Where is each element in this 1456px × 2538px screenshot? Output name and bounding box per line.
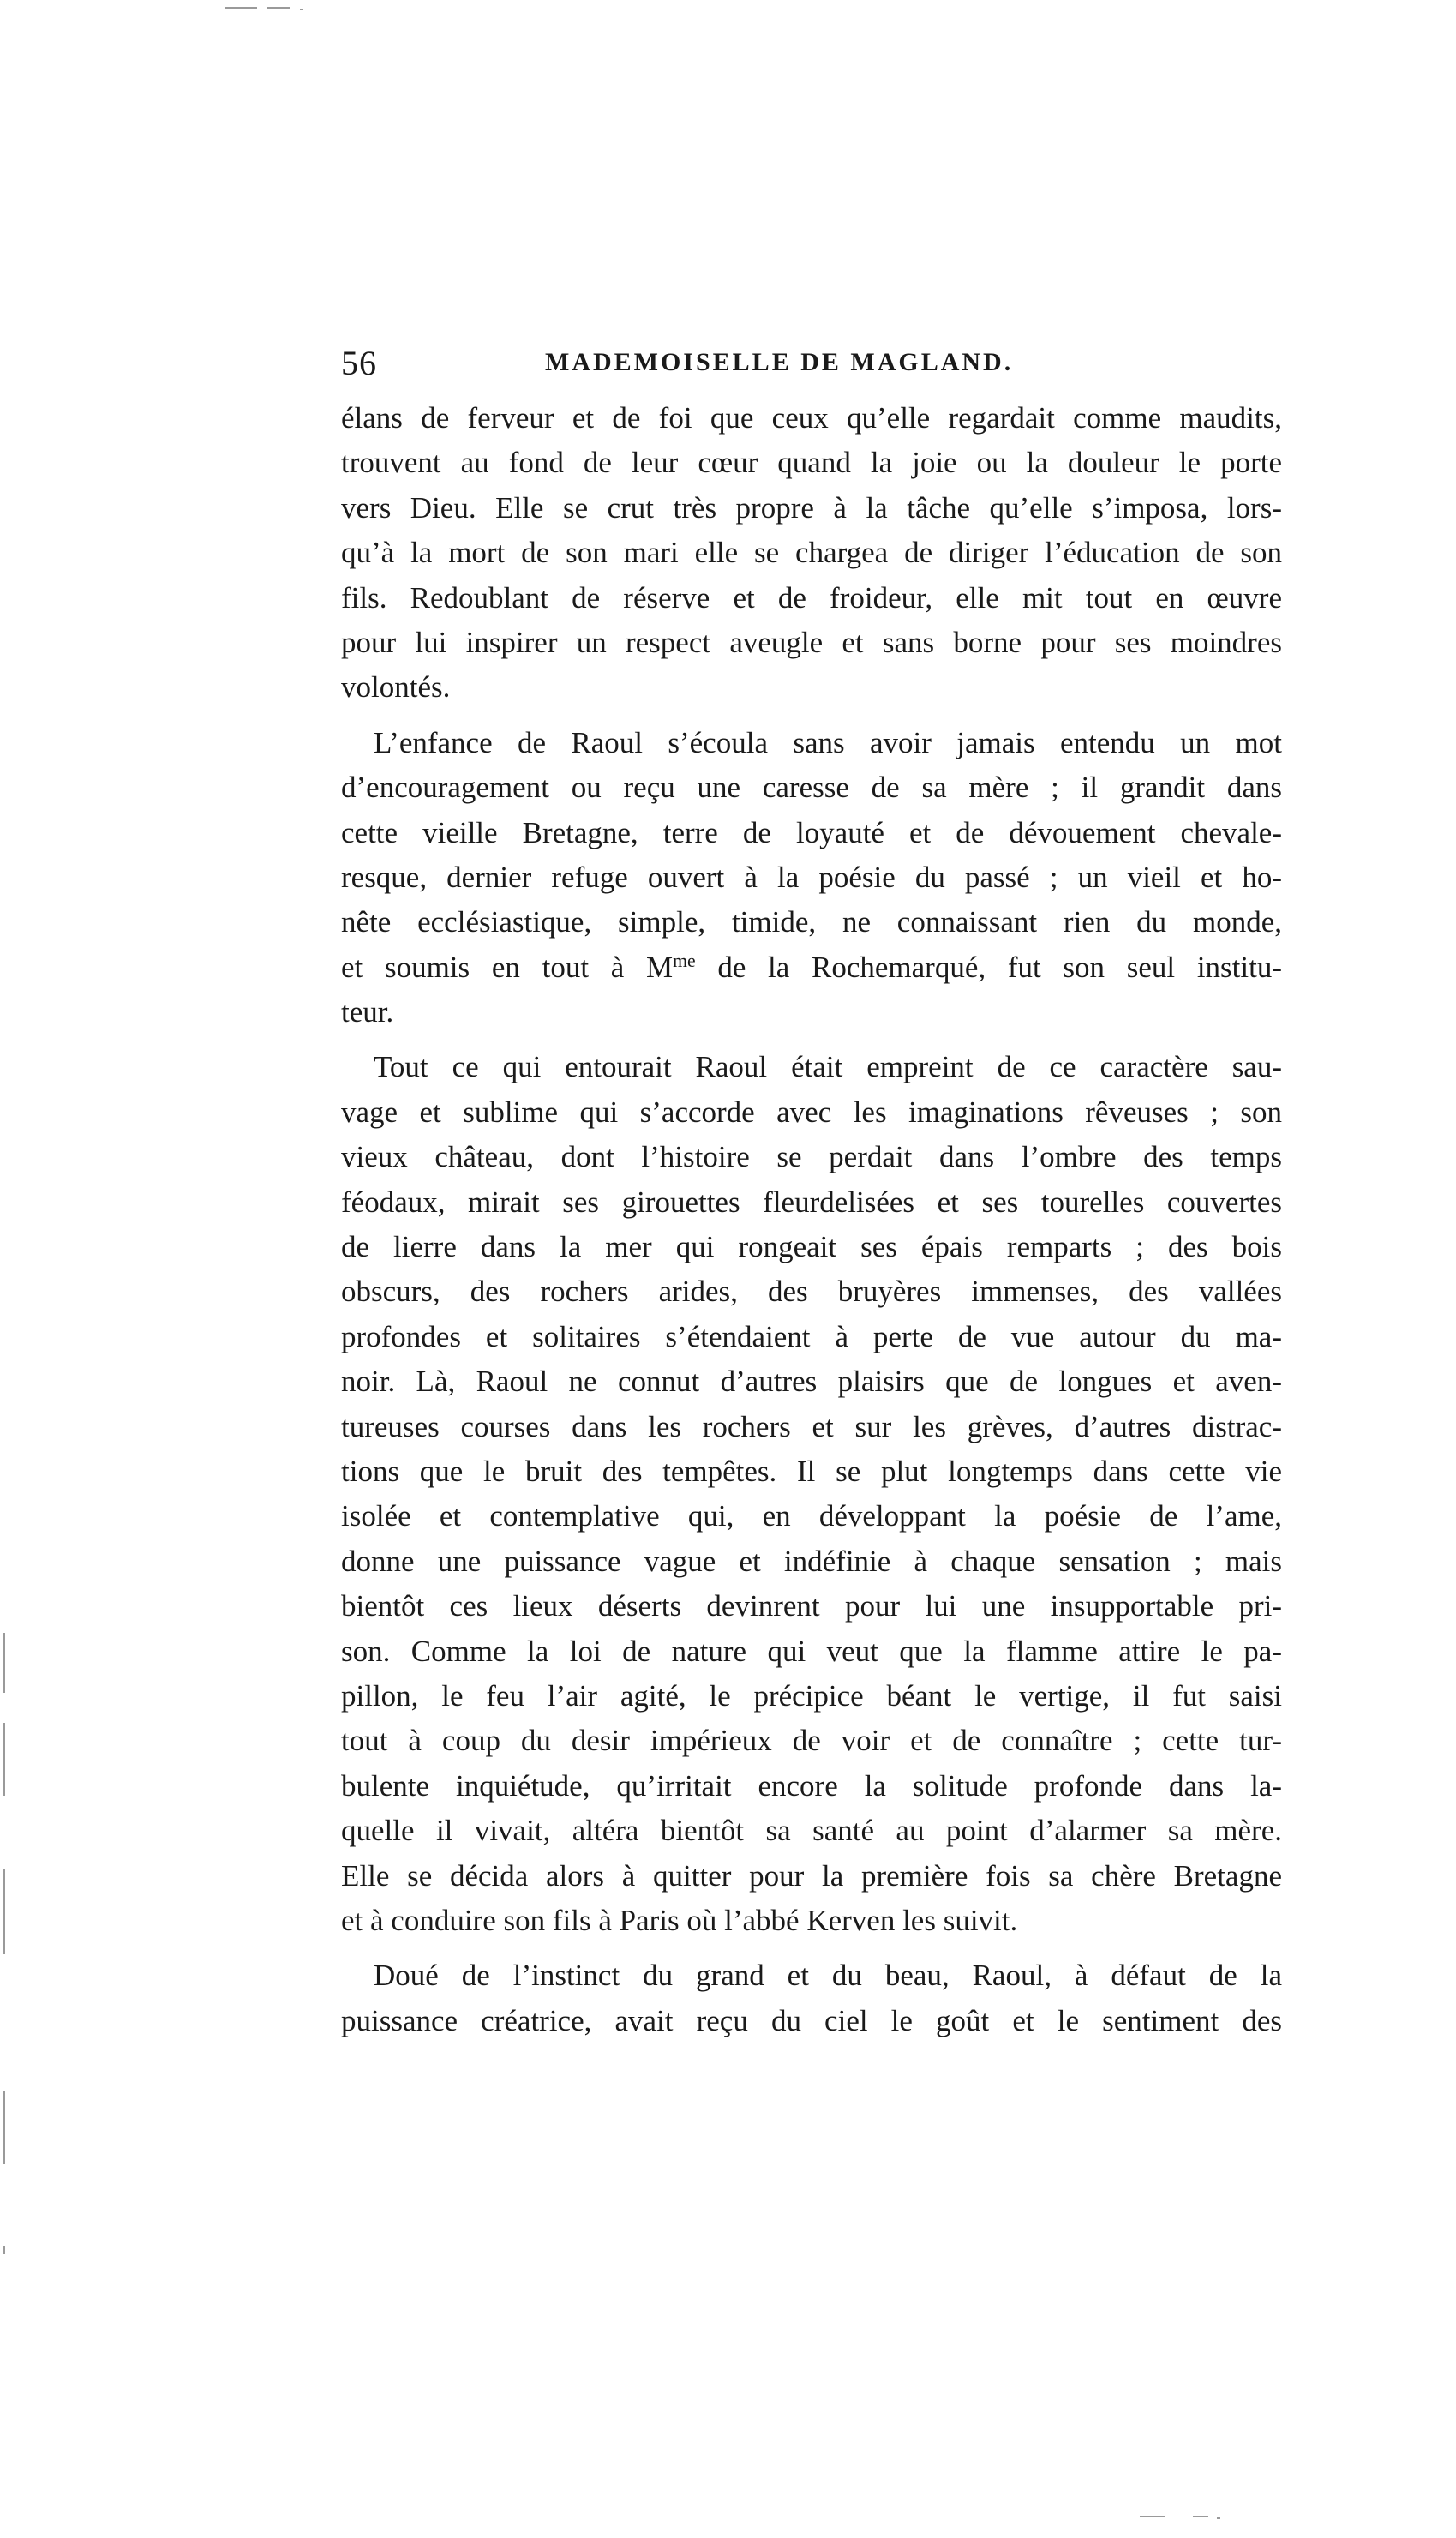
text-fragment: de la Rochemarqué, fut son seul institu-: [695, 950, 1282, 984]
text-line: resque, dernier refuge ouvert à la poésie du passé ; un vieil et ho-: [341, 860, 1282, 894]
text-line: vieux château, dont l’histoire se perdait dans l’ombre des temps: [341, 1140, 1282, 1174]
scan-artifact: [3, 1723, 5, 1796]
text-line: fils. Redoublant de réserve et de froideur, elle mit tout en œuvre: [341, 580, 1282, 615]
paragraph: [341, 396, 1282, 711]
scan-artifact: [1140, 2516, 1165, 2517]
text-line: féodaux, mirait ses girouettes fleurdelisées et ses tourelles couvertes: [341, 1185, 1282, 1219]
text-line: vers Dieu. Elle se crut très propre à la tâche qu’elle s’imposa, lors-: [341, 490, 1282, 525]
text-line: élans de ferveur et de foi que ceux qu’elle regardait comme maudits,: [341, 401, 1282, 435]
scan-artifact: [3, 2246, 5, 2254]
text-line: Doué de l’instinct du grand et du beau, Raoul, à défaut de la: [374, 1959, 1282, 1993]
text-line: et à conduire son fils à Paris où l’abbé Kerven les suivit.: [341, 1903, 1018, 1937]
page-number: 56: [341, 344, 377, 382]
scan-artifact: [3, 1869, 5, 1954]
text-line: son. Comme la loi de nature qui veut que la flamme attire le pa-: [341, 1634, 1282, 1668]
text-line: donne une puissance vague et indéfinie à chaque sensation ; mais: [341, 1544, 1282, 1578]
paragraph: [341, 1953, 1282, 2043]
text-line: noir. Là, Raoul ne connut d’autres plaisirs que de longues et aven-: [341, 1365, 1282, 1399]
text-line: tions que le bruit des tempêtes. Il se plut longtemps dans cette vie: [341, 1454, 1282, 1488]
text-line: bulente inquiétude, qu’irritait encore la solitude profonde dans la-: [341, 1768, 1282, 1803]
scan-artifact: [3, 1633, 5, 1693]
text-line: [341, 945, 1282, 990]
text-line: pour lui inspirer un respect aveugle et sans borne pour ses moindres: [341, 625, 1282, 659]
running-header: [341, 343, 1284, 394]
superscript: me: [673, 950, 696, 971]
text-line: tureuses courses dans les rochers et sur les grèves, d’autres distrac-: [341, 1409, 1282, 1443]
scan-artifact: [3, 2091, 5, 2164]
text-line: bientôt ces lieux déserts devinrent pour lui une insupportable pri-: [341, 1589, 1282, 1623]
text-line: L’enfance de Raoul s’écoula sans avoir jamais entendu un mot: [374, 725, 1282, 759]
scan-artifact: [300, 9, 303, 10]
paragraph: [341, 721, 1282, 1035]
text-line: quelle il vivait, altéra bientôt sa santé au point d’alarmer sa mère.: [341, 1814, 1282, 1848]
text-line: isolée et contemplative qui, en développant la poésie de l’ame,: [341, 1499, 1282, 1533]
running-title: MADEMOISELLE DE MAGLAND.: [545, 348, 1014, 376]
text-line: vage et sublime qui s’accorde avec les imaginations rêveuses ; son: [341, 1095, 1282, 1129]
text-line: teur.: [341, 995, 394, 1029]
text-line: de lierre dans la mer qui rongeait ses épais remparts ; des bois: [341, 1230, 1282, 1264]
text-fragment: et soumis en tout à M: [341, 950, 674, 984]
text-line: obscurs, des rochers arides, des bruyères immenses, des vallées: [341, 1275, 1282, 1309]
text-line: tout à coup du desir impérieux de voir et de connaître ; cette tur-: [341, 1724, 1282, 1758]
text-line: nête ecclésiastique, simple, timide, ne connaissant rien du monde,: [341, 905, 1282, 939]
text-line: volontés.: [341, 670, 451, 705]
text-line: pillon, le feu l’air agité, le précipice béant le vertige, il fut saisi: [341, 1678, 1282, 1713]
text-line: qu’à la mort de son mari elle se chargea de diriger l’éducation de son: [341, 536, 1282, 570]
text-line: profondes et solitaires s’étendaient à perte de vue autour du ma-: [341, 1319, 1282, 1353]
text-line: Tout ce qui entourait Raoul était empreint de ce caractère sau-: [374, 1050, 1282, 1084]
text-line: Elle se décida alors à quitter pour la première fois sa chère Bretagne: [341, 1858, 1282, 1893]
text-line: cette vieille Bretagne, terre de loyauté et de dévouement chevale-: [341, 815, 1282, 849]
scan-artifact: [225, 7, 257, 9]
scan-artifact: [1217, 2517, 1220, 2519]
body-text: [341, 396, 1282, 2043]
scan-artifact: [1193, 2516, 1208, 2517]
text-line: trouvent au fond de leur cœur quand la joie ou la douleur le porte: [341, 446, 1282, 480]
text-line: d’encouragement ou reçu une caresse de sa mère ; il grandit dans: [341, 771, 1282, 805]
text-line: puissance créatrice, avait reçu du ciel le goût et le sentiment des: [341, 2003, 1282, 2037]
paragraph: [341, 1045, 1282, 1943]
scan-artifact: [267, 7, 290, 9]
